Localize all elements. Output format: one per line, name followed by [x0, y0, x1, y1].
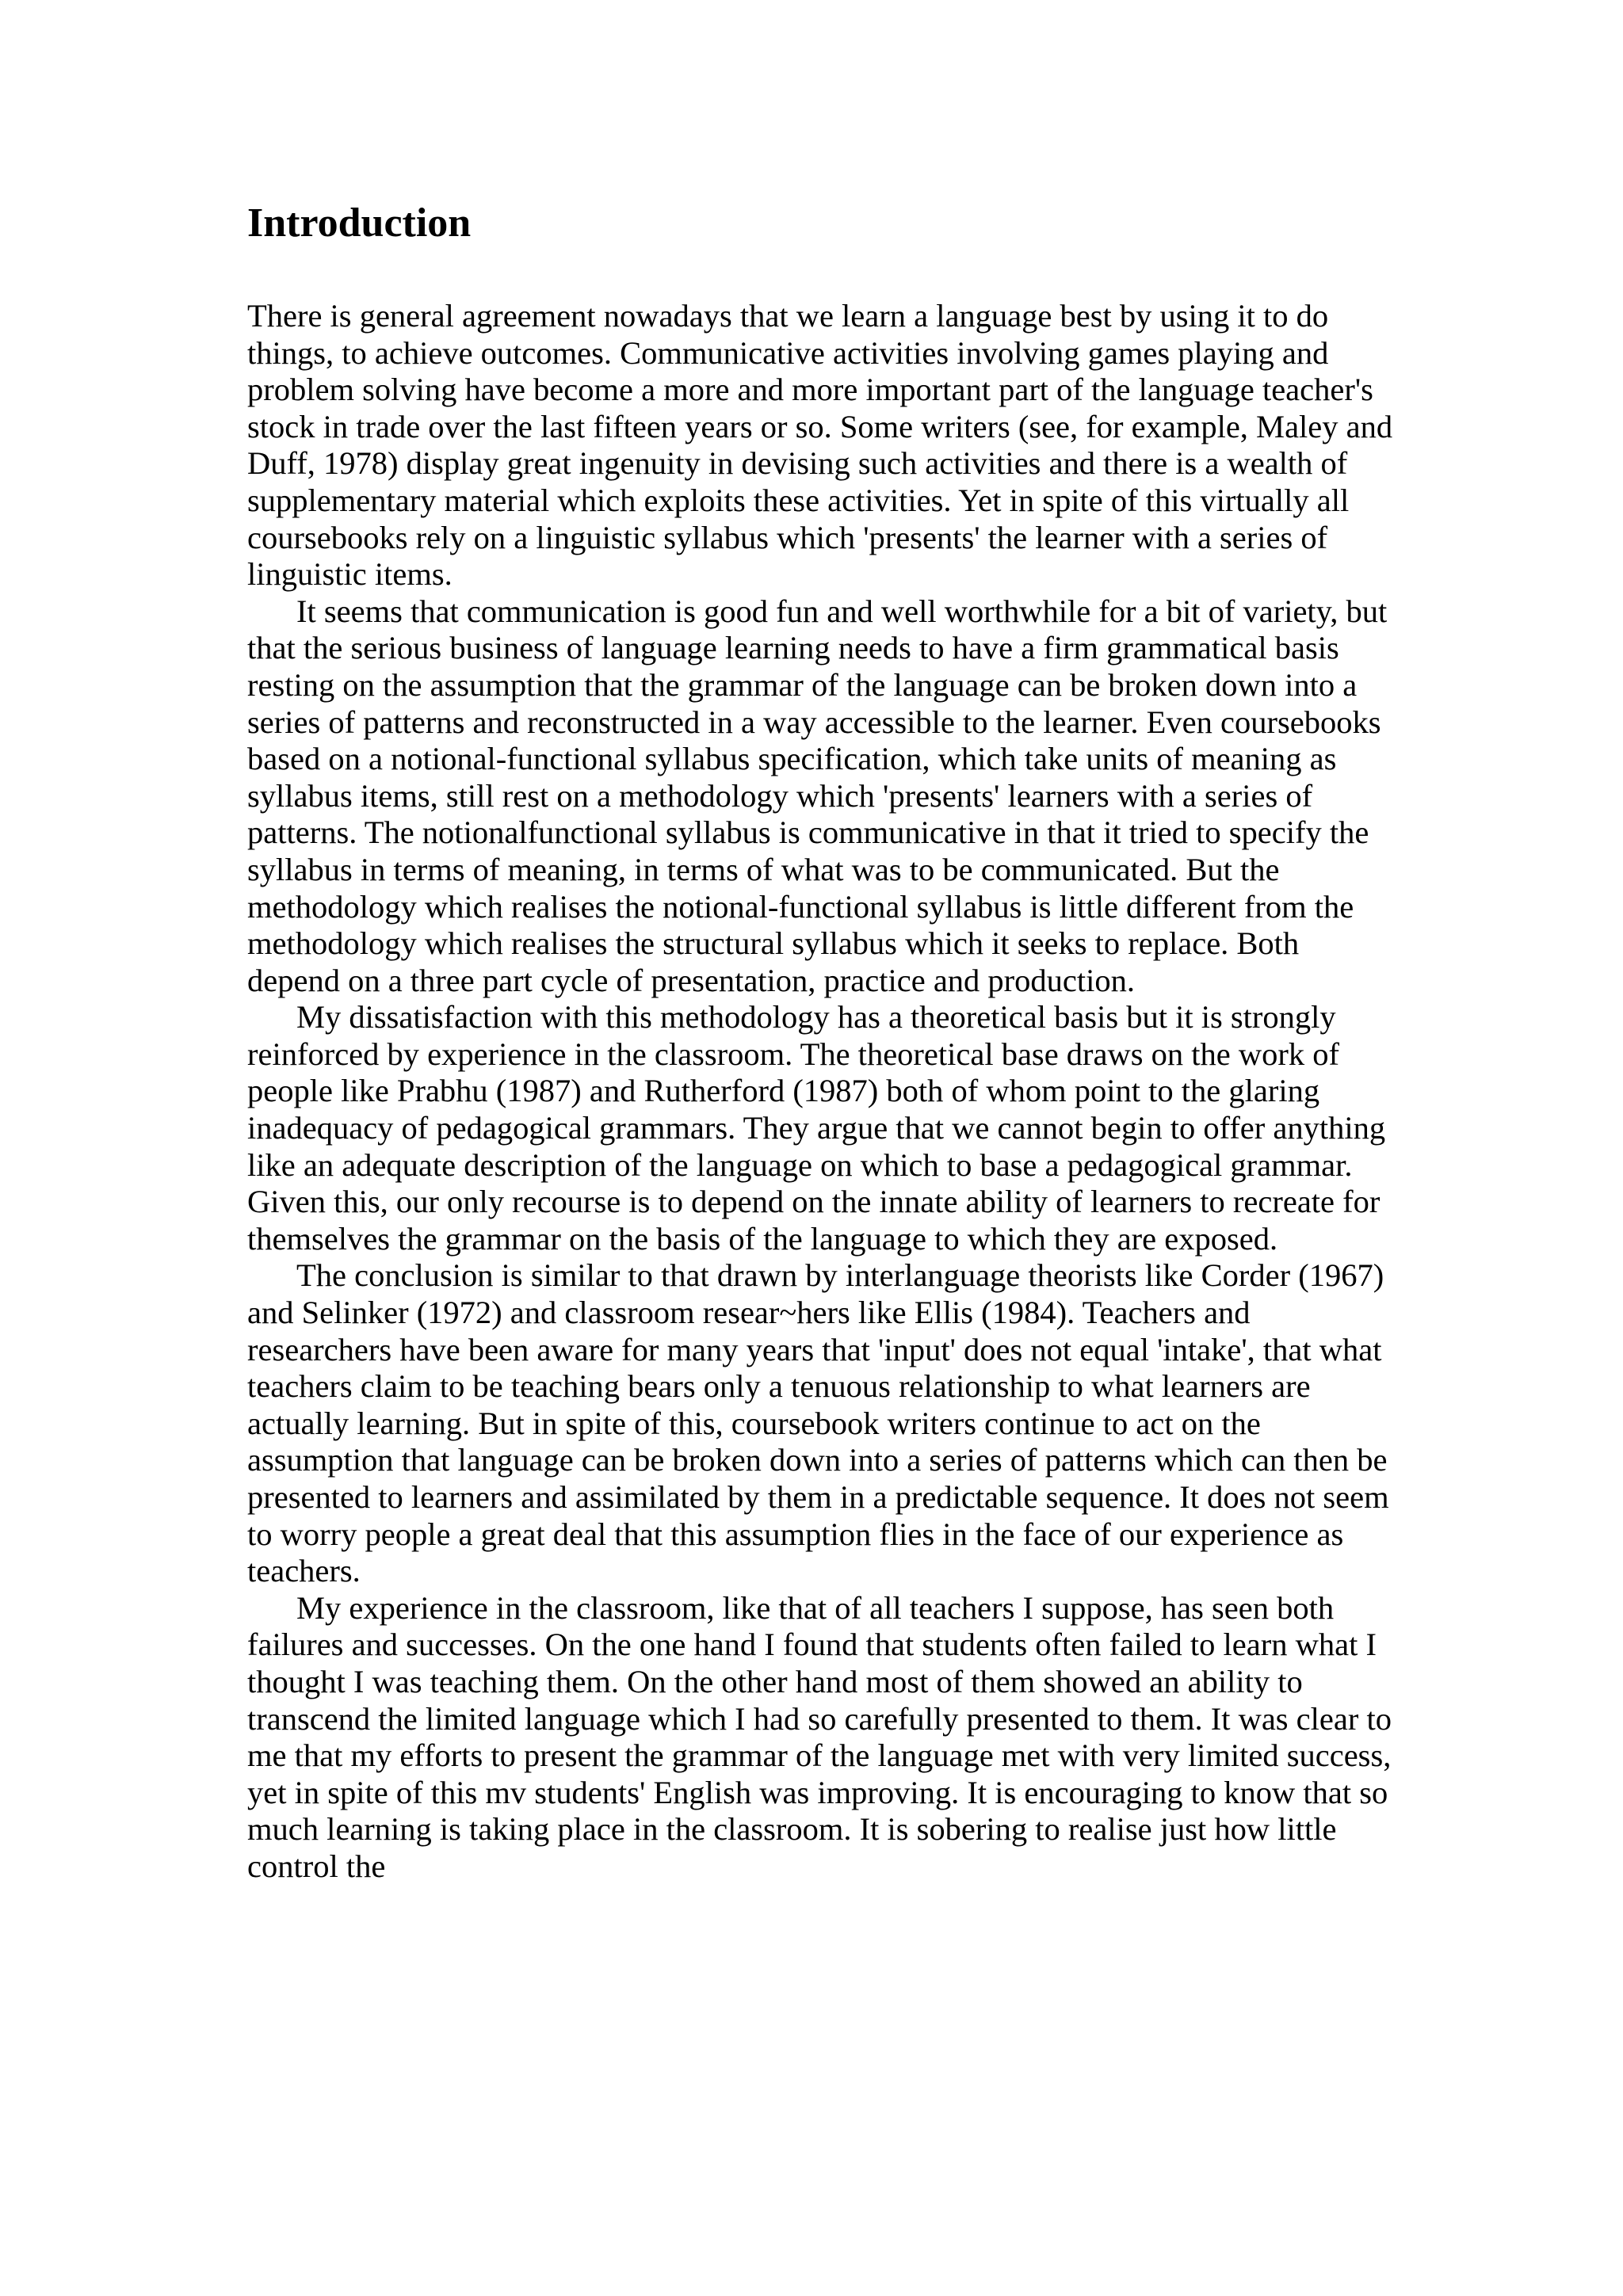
paragraph-4: The conclusion is similar to that drawn by interlanguage theorists like Corder (1967) and Selinker (1972) and classroom resear~hers like Ellis (1984). Teachers and researchers have been aware for many years that 'input' does not equal 'intake', that what teachers claim to be teaching bears only a tenuous relationship to what learners are actually learning. But in spite of this, coursebook writers continue to act on the assumption that language can be broken down into a series of patterns which can then be presented to learners and assimilated by them in a predictable sequence. It does not seem to worry people a great deal that this assumption flies in the face of our experience as teachers.: [247, 1257, 1389, 1589]
paragraph-2: It seems that communication is good fun and well worthwhile for a bit of variety, but that the serious business of language learning needs to have a firm grammatical basis resting on the assumption that the grammar of the language can be broken down into a series of patterns and reconstructed in a way accessible to the learner. Even coursebooks based on a notional-functional syllabus specification, which take units of meaning as syllabus items, still rest on a methodology which 'presents' learners with a series of patterns. The notionalfunctional syllabus is communicative in that it tried to specify the syllabus in terms of meaning, in terms of what was to be communicated. But the methodology which realises the notional-functional syllabus is little different from the methodology which realises the structural syllabus which it seeks to replace. Both depend on a three part cycle of presentation, practice and production.: [247, 593, 1388, 998]
paragraph-1: There is general agreement nowadays that we learn a language best by using it to do things, to achieve outcomes. Communicative activities involving games playing and problem solving have become a more and more important part of the language teacher's stock in trade over the last fifteen years or so. Some writers (see, for example, Maley and Duff, 1978) display great ingenuity in devising such activities and there is a wealth of supplementary material which exploits these activities. Yet in spite of this virtually all coursebooks rely on a linguistic syllabus which 'presents' the learner with a series of linguistic items.: [247, 298, 1393, 593]
body-text: [247, 298, 1395, 1886]
paragraph-5: My experience in the classroom, like that of all teachers I suppose, has seen both failures and successes. On the one hand I found that students often failed to learn what I thought I was teaching them. On the other hand most of them showed an ability to transcend the limited language which I had so carefully presented to them. It was clear to me that my efforts to present the grammar of the language met with very limited success, yet in spite of this mv students' English was improving. It is encouraging to know that so much learning is taking place in the classroom. It is sobering to realise just how little control the: [247, 1589, 1392, 1884]
paragraph-3: My dissatisfaction with this methodology has a theoretical basis but it is strongly reinforced by experience in the classroom. The theoretical base draws on the work of people like Prabhu (1987) and Rutherford (1987) both of whom point to the glaring inadequacy of pedagogical grammars. They argue that we cannot begin to offer anything like an adequate description of the language on which to base a pedagogical grammar. Given this, our only recourse is to depend on the innate ability of learners to recreate for themselves the grammar on the basis of the language to which they are exposed.: [247, 999, 1386, 1257]
document-page: [247, 198, 1395, 1886]
page-title: Introduction: [247, 200, 472, 246]
